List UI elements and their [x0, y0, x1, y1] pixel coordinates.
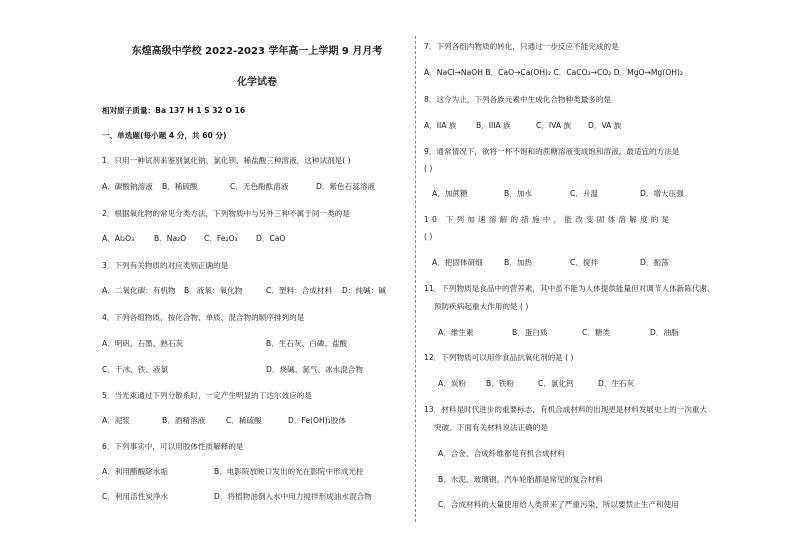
q6-option-c: C．利用活性炭净水 — [102, 492, 169, 501]
q10-option-b: B．加热 — [504, 258, 532, 267]
q10-option-a: A．把固体研细 — [432, 258, 483, 267]
question-8-stem: 8．这今为止，下列各族元素中生成化合物种类最多的是 — [424, 95, 612, 104]
q6-option-a: A．利用醋酸除水垢 — [102, 467, 168, 476]
q4-option-b: B．生石灰、白磷、盐酸 — [266, 339, 348, 348]
question-13-stem-line2: 突破。下面有关材料说法正确的是 — [434, 423, 548, 432]
q9-option-b: B．加水 — [504, 189, 532, 198]
q4-option-a: A．明矾、石墨、熟石灰 — [102, 339, 184, 348]
q8-option-c: C．IVA 族 — [536, 121, 572, 130]
q13-option-a: A．合金、合成纤维都是有机合成材料 — [438, 449, 565, 458]
q10-answer-blank: ( ) — [424, 232, 433, 241]
q12-option-a: A．炭粉 — [438, 379, 466, 388]
q4-option-d: D．烧碱、氮气、冰水混合物 — [266, 365, 363, 374]
column-divider — [415, 36, 416, 522]
q11-option-d: D．油脂 — [650, 328, 679, 337]
q13-option-b: B．水泥、玻璃钢、汽车轮胎都是常见的复合材料 — [438, 475, 603, 484]
q12-option-d: D．生石灰 — [598, 379, 635, 388]
q3-option-d: D：纯碱：碱 — [342, 286, 386, 295]
question-9-stem: 9．通常情况下，欲将一杯不饱和的蔗糖溶液变成饱和溶液，最适宜的方法是 — [424, 147, 680, 156]
q10-option-c: C．搅拌 — [570, 258, 599, 267]
question-13-stem-line1: 13．材料是时代进步的重要标志，有机合成材料的出现更是材料发展史上的一次重大 — [424, 405, 708, 414]
q2-option-a: A．Al₂O₃ — [102, 234, 135, 243]
q3-option-c: C．塑料：合成材料 — [266, 286, 333, 295]
q5-option-c: C．稀硫酸 — [226, 416, 262, 425]
q3-option-b: B．液氧：氧化物 — [184, 286, 243, 295]
question-7-stem: 7．下列各组内物质的转化，只通过一步反应不能完成的是 — [424, 42, 619, 51]
exam-title: 东煌高级中学校 2022-2023 学年高一上学期 9 月月考 — [131, 46, 383, 57]
question-2-stem: 2．根据氧化物的常见分类方法，下列物质中与另外三种不属于同一类的是 — [102, 209, 350, 218]
exam-subtitle: 化学试卷 — [237, 77, 277, 88]
question-11-stem-line2: 预防疾病起重大作用的是 ( ) — [434, 302, 529, 311]
question-10-stem: 10 下列加速溶解的措施中，能改变固体溶解度的是 — [424, 215, 673, 224]
q12-option-b: B．铁粉 — [486, 379, 514, 388]
q12-option-c: C．氯化钙 — [538, 379, 574, 388]
q5-option-b: B．酒精溶液 — [162, 416, 206, 425]
question-5-stem: 5．当光束通过下列分散系时，一定产生明显的丁达尔效应的是 — [102, 391, 312, 400]
q6-option-d: D．将植物油倒入水中用力搅拌形成油水混合物 — [214, 492, 372, 501]
q11-option-a: A．维生素 — [438, 328, 474, 337]
q1-option-c: C．无色酚酞溶液 — [230, 182, 289, 191]
q8-option-b: B．IIIA 族 — [476, 121, 511, 130]
question-1-stem: 1．只用一种试剂来鉴别氯化钠、氯化钡、稀盐酸三种溶液，这种试剂是( ) — [102, 156, 351, 165]
q11-option-b: B．蛋白质 — [512, 328, 548, 337]
q2-option-d: D．CaO — [256, 234, 286, 243]
q8-option-a: A．IIA 族 — [424, 121, 457, 130]
q9-option-c: C．升温 — [570, 189, 599, 198]
q1-option-a: A．碳酸钠溶液 — [102, 182, 153, 191]
question-6-stem: 6．下列事实中，可以用胶体性质解释的是 — [102, 442, 244, 451]
q6-option-b: B．电影院放映口发出的光在影院中形成光柱 — [214, 467, 364, 476]
q9-answer-blank: ( ) — [424, 164, 433, 173]
q1-option-d: D．紫色石蕊溶液 — [316, 182, 376, 191]
q8-option-d: D．VA 族 — [588, 121, 622, 130]
q9-option-d: D．增大压强 — [640, 189, 684, 198]
q13-option-c: C．合成材料的大量使用给人类带来了严重污染，所以要禁止生产和使用 — [438, 500, 679, 509]
q9-option-a: A．加蔗糖 — [432, 189, 468, 198]
q11-option-c: C．糖类 — [582, 328, 611, 337]
q1-option-b: B．稀硫酸 — [162, 182, 198, 191]
question-4-stem: 4．下列各组物质，按化合物、单质、混合物的顺序排列的是 — [102, 313, 305, 322]
question-12-stem: 12．下列物质可以用作食品抗氧化剂的是 ( ) — [424, 353, 574, 362]
q5-option-a: A．泥浆 — [102, 416, 130, 425]
q7-options: A．NaCl→NaOH B．CaO→Ca(OH)₂ C．CaCO₃→CO₂ D．MgO→Mg(OH)₂ — [424, 68, 683, 77]
q10-option-d: D．振荡 — [640, 258, 669, 267]
atomic-masses: 相对原子质量：Ba 137 H 1 S 32 O 16 — [102, 106, 246, 115]
question-11-stem-line1: 11．下列物质是食品中的营养素，其中虽不能为人体提供能量但对调节人体新陈代谢、 — [424, 284, 715, 293]
section-heading: 一、单选题(每小题 4 分，共 60 分) — [102, 131, 227, 140]
question-3-stem: 3．下列有关物质的对应类别正确的是 — [102, 261, 229, 270]
q4-option-c: C．干冰、铁、液氯 — [102, 365, 169, 374]
q2-option-c: C．Fe₂O₃ — [204, 234, 238, 243]
q2-option-b: B．Na₂O — [154, 234, 187, 243]
q3-option-a: A．二氧化碳：有机物 — [102, 286, 176, 295]
q5-option-d: D．Fe(OH)₃胶体 — [288, 416, 346, 425]
